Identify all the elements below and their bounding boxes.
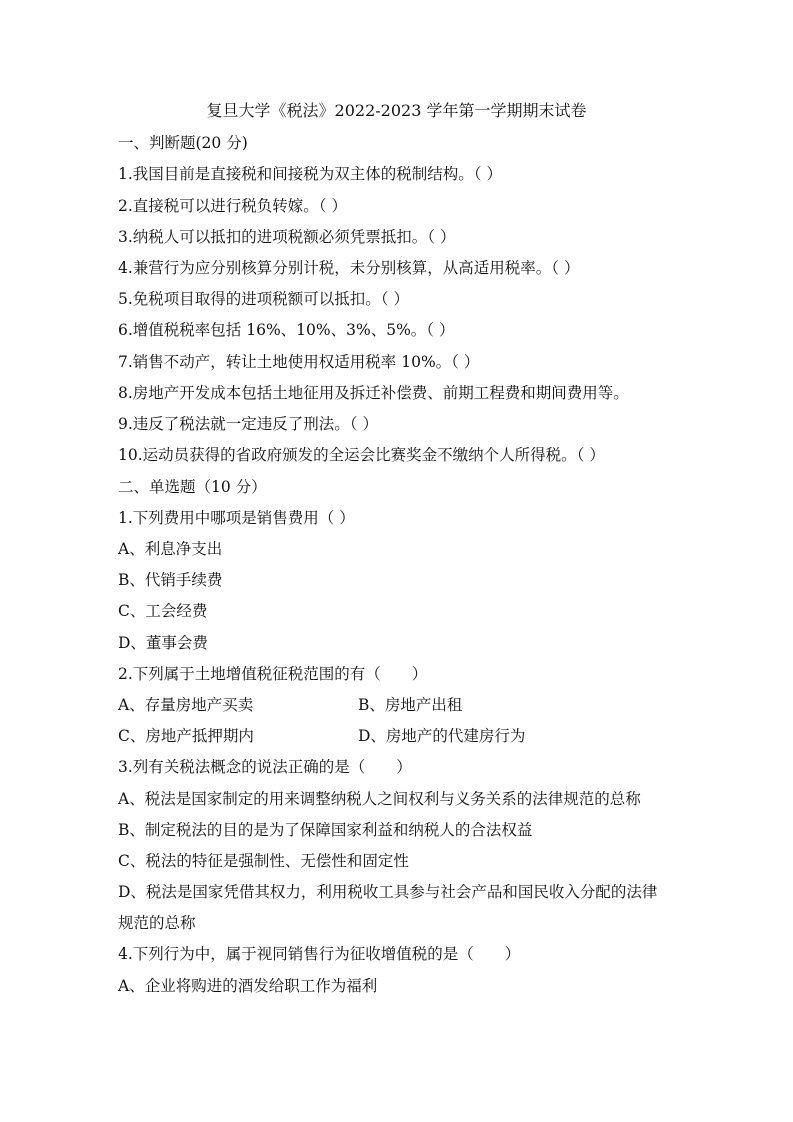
q1-option-b: B、代销手续费 [118, 571, 223, 589]
question-1: 1.下列费用中哪项是销售费用（ ） [118, 509, 355, 527]
judgment-item-6: 6.增值税税率包括 16%、10%、3%、5%。（ ） [118, 321, 455, 339]
judgment-item-4: 4.兼营行为应分别核算分别计税，未分别核算，从高适用税率。（ ） [118, 259, 580, 277]
section2-heading: 二、单选题（10 分） [118, 478, 267, 496]
question-4: 4.下列行为中，属于视同销售行为征收增值税的是（ ） [118, 945, 521, 963]
q3-option-d: D、税法是国家凭借其权力，利用税收工具参与社会产品和国民收入分配的法律 [118, 883, 658, 901]
q3-option-c: C、税法的特征是强制性、无偿性和固定性 [118, 852, 409, 870]
q4-option-a: A、企业将购进的酒发给职工作为福利 [118, 977, 378, 995]
judgment-item-5: 5.免税项目取得的进项税额可以抵扣。（ ） [118, 290, 409, 308]
question-3: 3.列有关税法概念的说法正确的是（ ） [118, 758, 412, 776]
judgment-item-7: 7.销售不动产，转让土地使用权适用税率 10%。（ ） [118, 353, 480, 371]
judgment-item-1: 1.我国目前是直接税和间接税为双主体的税制结构。（ ） [118, 165, 502, 183]
question-2: 2.下列属于土地增值税征税范围的有（ ） [118, 665, 428, 683]
q2-option-a: A、存量房地产买卖 [118, 696, 254, 714]
q3-option-b: B、制定税法的目的是为了保障国家利益和纳税人的合法权益 [118, 821, 533, 839]
q2-option-b: B、房地产出租 [358, 696, 463, 714]
q1-option-a: A、利息净支出 [118, 540, 223, 558]
judgment-item-3: 3.纳税人可以抵扣的进项税额必须凭票抵扣。（ ） [118, 228, 456, 246]
section1-heading: 一、判断题(20 分) [118, 134, 248, 152]
q2-option-d: D、房地产的代建房行为 [358, 727, 526, 745]
judgment-item-10: 10.运动员获得的省政府颁发的全运会比赛奖金不缴纳个人所得税。（ ） [118, 446, 605, 464]
q1-option-d: D、董事会费 [118, 634, 208, 652]
judgment-item-9: 9.违反了税法就一定违反了刑法。（ ） [118, 415, 378, 433]
q2-option-c: C、房地产抵押期内 [118, 727, 254, 745]
judgment-item-2: 2.直接税可以进行税负转嫁。（ ） [118, 197, 347, 215]
q1-option-c: C、工会经费 [118, 602, 208, 620]
page-title: 复旦大学《税法》2022-2023 学年第一学期期末试卷 [206, 101, 587, 120]
q3-option-a: A、税法是国家制定的用来调整纳税人之间权利与义务关系的法律规范的总称 [118, 790, 641, 808]
q3-option-d-continuation: 规范的总称 [118, 914, 196, 932]
judgment-item-8: 8.房地产开发成本包括土地征用及拆迁补偿费、前期工程费和期间费用等。 [118, 384, 629, 402]
